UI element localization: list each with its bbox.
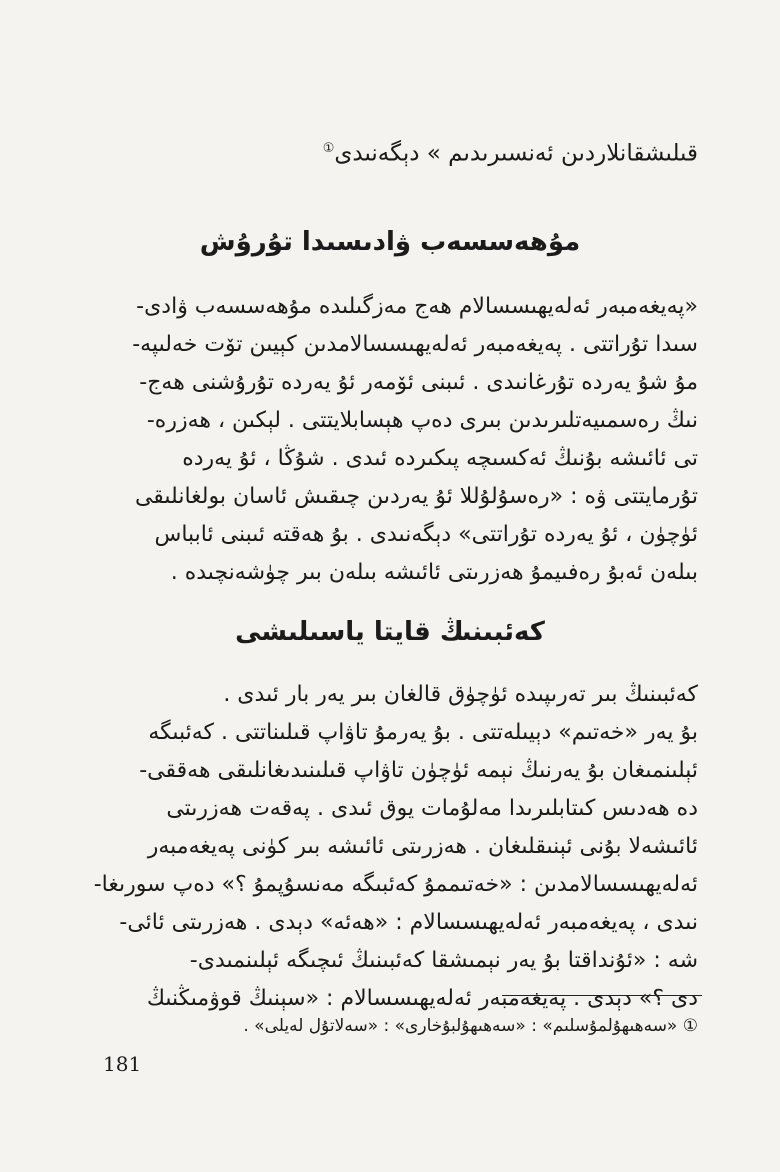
section-heading-muhassab: مۇھەسسەب ۋادىسىدا تۇرۇش (199, 227, 581, 257)
footnote-reference: ① (322, 141, 335, 156)
text-line: شە : «ئۇنداقتا بۇ يەر نېمىشقا كەئبىنىڭ ئىچىگە ئېلىنمىدى- (189, 948, 698, 973)
text-line: ئائىشەلا بۇنى ئېنىقلىغان . ھەزرىتى ئائىشە بىر كۈنى پەيغەمبەر (147, 834, 698, 859)
text-line: بۇ يەر «خەتىم» دېيىلەتتى . بۇ يەرمۇ تاۋاپ قىلىناتتى . كەئبىگە (148, 720, 698, 745)
page-number: 181 (103, 1052, 142, 1076)
text-line: بىلەن ئەبۇ رەفىيمۇ ھەزرىتى ئائىشە بىلەن بىر چۈشەنچىدە . (170, 560, 698, 585)
text-line: مۇ شۇ يەردە تۇرغانىدى . ئىبنى ئۆمەر ئۇ يەردە تۇرۇشنى ھەج- (139, 370, 698, 395)
text-line: ئەلەيھىسسالامدىن : «خەتىممۇ كەئبىگە مەنسۇپمۇ ؟» دەپ سورىغا- (93, 872, 698, 897)
text-line: نىڭ رەسمىيەتلىرىدىن بىرى دەپ ھېسابلايتتى . لېكىن ، ھەزرە- (146, 408, 698, 433)
text-line: كەئبىنىڭ بىر تەرىپىدە ئۈچۈق قالغان بىر يەر بار ئىدى . (223, 682, 698, 707)
text-line: سىدا تۇراتتى . پەيغەمبەر ئەلەيھىسسالامدىن كېيىن تۆت خەلىپە- (132, 332, 698, 357)
text-line: ئۈچۈن ، ئۇ يەردە تۇراتتى» دېگەنىدى . بۇ ھەقتە ئىبنى ئابباس (154, 522, 698, 547)
footnote-marker: ① (682, 1016, 698, 1036)
footnote (82, 1010, 698, 1042)
text-line: تۇرمايتتى ۋە : «رەسۇلۇللا ئۇ يەردىن چىقىش ئاسان بولغانلىقى (134, 484, 698, 509)
text-line: دى ؟» دېدى . پەيغەمبەر ئەلەيھىسسالام : «سېنىڭ قوۋمىڭنىڭ (146, 986, 698, 1011)
intro-line (138, 132, 698, 171)
section-heading-kaaba: كەئبىنىڭ قايتا ياسىلىشى (235, 617, 545, 647)
text-line: «پەيغەمبەر ئەلەيھىسسالام ھەج مەزگىلىدە مۇھەسسەب ۋادى- (136, 294, 698, 319)
text-line: نىدى ، پەيغەمبەر ئەلەيھىسسالام : «ھەئە» دېدى . ھەزرىتى ئائى- (119, 910, 698, 935)
text-line: تى ئائىشە بۇنىڭ ئەكسىچە پىكىردە ئىدى . شۇڭا ، ئۇ يەردە (182, 446, 698, 471)
text-line: ئېلىنمىغان بۇ يەرنىڭ نېمە ئۈچۈن تاۋاپ قىلىنىدىغانلىقى ھەققى- (139, 758, 698, 783)
paragraph-kaaba (82, 676, 698, 1018)
intro-text: قىلىشقانلاردىن ئەنسىرىدىم » دېگەنىدى (334, 140, 698, 167)
paragraph-muhassab (82, 288, 698, 592)
footnote-text: «سەھىھۇلمۇسلىم» : «سەھىھۇلبۇخارى» : «سەلاتۇل لەيلى» . (243, 1016, 678, 1036)
text-line: دە ھەدىس كىتابلىرىدا مەلۇمات يوق ئىدى . پەقەت ھەزرىتى (166, 796, 698, 821)
footnote-divider (502, 995, 702, 996)
